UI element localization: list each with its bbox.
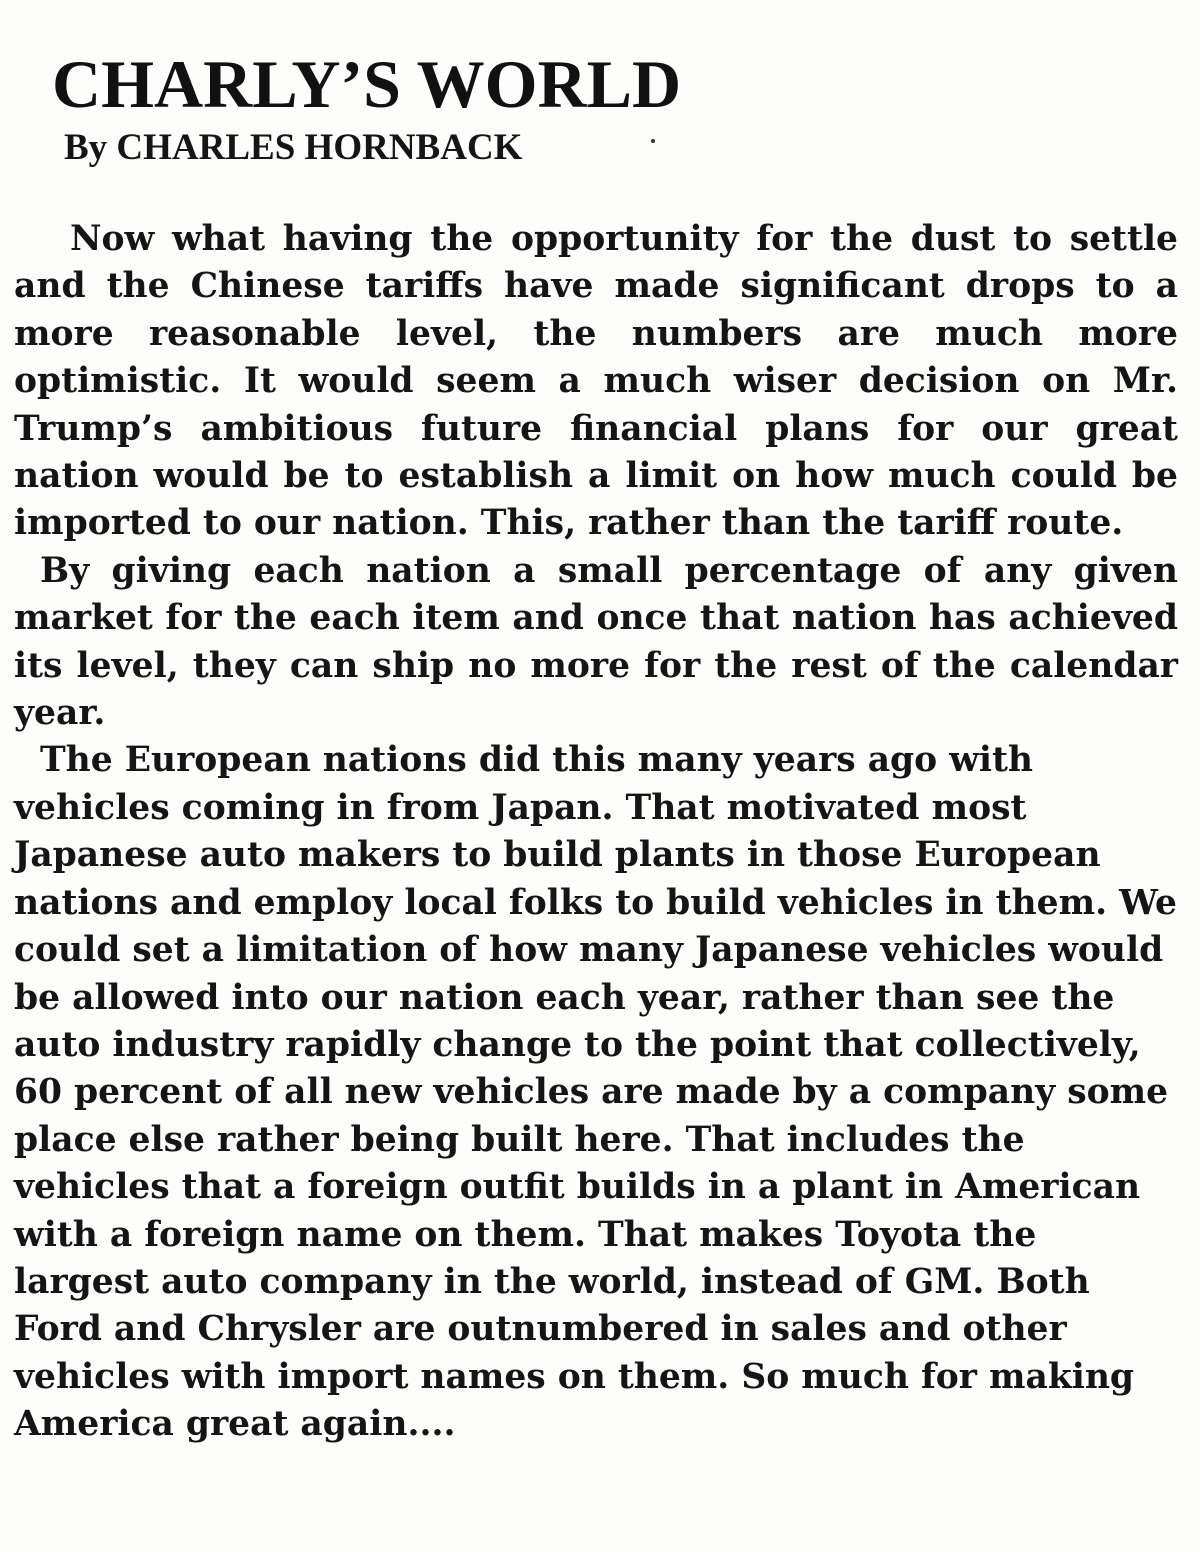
article-body bbox=[14, 216, 1178, 1449]
byline: By CHARLES HORNBACK bbox=[64, 127, 523, 168]
paragraph-1: Now what having the opportunity for the dust to settle and the Chinese tariffs have made significant drops to a more reasonable level, the numbers are much more optimistic. It would seem a much wiser decision on Mr. Trump’s ambitious future financial plans for our great nation would be to establish a limit on how much could be imported to our nation. This, rather than the tariff route. bbox=[14, 219, 1178, 544]
paragraph-3: The European nations did this many years ago with vehicles coming in from Japan. That motivated most Japanese auto makers to build plants in those European nations and employ local folks to build vehicles in them. We could set a limitation of how many Japanese vehicles would be allowed into our nation each year, rather than see the auto industry rapidly change to the point that collectively, 60 percent of all new vehicles are made by a company some place else rather being built here. That includes the vehicles that a foreign outfit builds in a plant in American with a foreign name on them. That makes Toyota the largest auto company in the world, instead of GM. Both Ford and Chrysler are outnumbered in sales and other vehicles with import names on them. So much for making America great again.... bbox=[14, 740, 1177, 1445]
column-title: CHARLY’S WORLD bbox=[52, 46, 682, 122]
paragraph-2: By giving each nation a small percentage of any given market for the each item and once that nation has achieved its level, they can ship no more for the rest of the calendar year. bbox=[14, 550, 1178, 734]
print-speck bbox=[651, 139, 655, 143]
